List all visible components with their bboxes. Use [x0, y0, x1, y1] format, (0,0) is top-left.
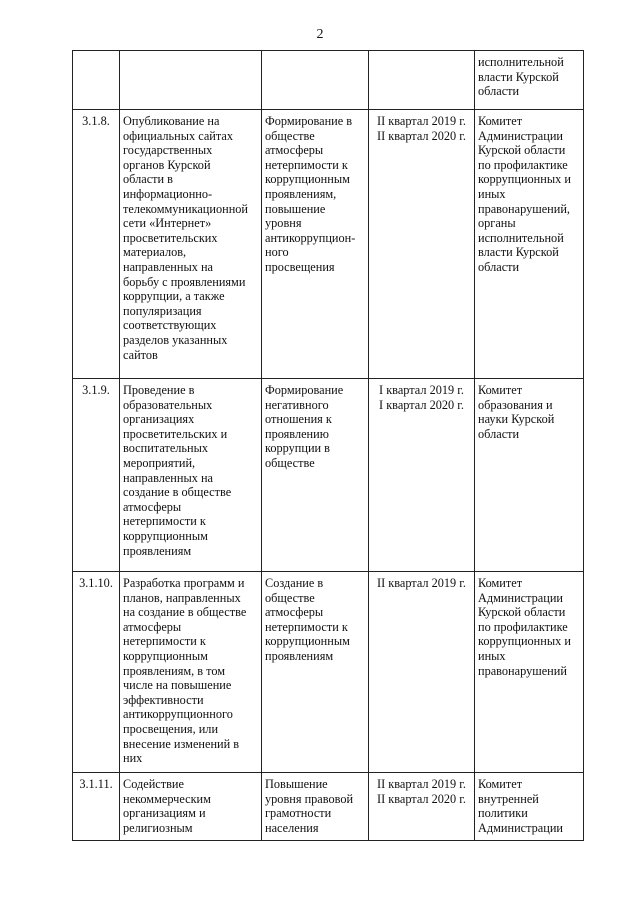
item-number-cell: 3.1.10.	[73, 572, 120, 773]
cell-line: Повышение	[265, 777, 328, 791]
cell-line: II квартал 2019 г.	[376, 114, 467, 128]
cell-line: проявлениям	[123, 543, 192, 558]
cell-line: II квартал 2020 г.	[376, 791, 467, 806]
cell-line: Формирование в	[265, 114, 353, 128]
cell-line: населения	[265, 820, 319, 835]
action-cell	[120, 379, 262, 572]
cell-line: образовательных	[123, 397, 213, 412]
cell-line: негативного	[265, 397, 329, 412]
cell-line: популяризация	[123, 303, 202, 318]
cell-line: Администрации	[478, 128, 563, 143]
cell-line: нетерпимости к	[123, 514, 206, 529]
cell-line: сайтов	[123, 347, 158, 362]
cell-line: них	[123, 751, 143, 766]
cell-line: мероприятий,	[123, 455, 196, 470]
cell-line: просветительских	[123, 230, 218, 245]
cell-line: Курской области	[478, 143, 566, 158]
cell-line: по профилактике	[478, 157, 568, 172]
cell-line: правонарушений,	[478, 201, 570, 216]
cell-line: атмосферы	[265, 143, 324, 158]
cell-line: коррупции в	[265, 441, 330, 456]
cell-line: проявлениям	[265, 648, 334, 663]
period-cell	[369, 572, 475, 773]
cell-line: материалов,	[123, 245, 187, 260]
item-number-cell: 3.1.9.	[73, 379, 120, 572]
action-cell	[120, 51, 262, 110]
cell-line: Администрации	[478, 590, 563, 605]
cell-line: II квартал 2019 г.	[376, 777, 467, 791]
cell-line: просвещения	[265, 259, 335, 274]
cell-line: Проведение в	[123, 383, 195, 397]
cell-line: религиозным	[123, 820, 193, 835]
cell-line: коррупционным	[265, 172, 350, 187]
cell-line: организациях	[123, 412, 195, 427]
cell-line: II квартал 2020 г.	[376, 128, 467, 143]
cell-line: коррупционных и	[478, 172, 571, 187]
cell-line: области	[478, 84, 520, 99]
cell-line: Опубликование на	[123, 114, 220, 128]
page-number: 2	[316, 27, 324, 42]
cell-line: органов Курской	[123, 157, 211, 172]
cell-line: коррупционным	[123, 648, 208, 663]
cell-line: области	[478, 426, 520, 441]
cell-line: органы	[478, 216, 516, 231]
cell-line: коррупционным	[123, 528, 208, 543]
cell-line: внесение изменений в	[123, 736, 240, 751]
cell-line: области	[478, 259, 520, 274]
cell-line: власти Курской	[478, 245, 559, 260]
period-cell	[369, 379, 475, 572]
cell-line: образования и	[478, 397, 553, 412]
cell-line: обществе	[265, 590, 315, 605]
cell-line: грамотности	[265, 806, 332, 821]
table-row	[73, 51, 584, 110]
cell-line: политики	[478, 806, 528, 821]
action-cell	[120, 110, 262, 379]
cell-line: антикоррупционного	[123, 707, 233, 722]
cell-line: Комитет	[478, 114, 523, 128]
cell-line: направленных на	[123, 259, 213, 274]
expected-result-cell	[262, 379, 369, 572]
cell-line: Разработка программ и	[123, 576, 245, 590]
cell-line: науки Курской	[478, 412, 555, 427]
cell-line: Содействие	[123, 777, 184, 791]
cell-line: внутренней	[478, 791, 539, 806]
cell-line: сети «Интернет»	[123, 216, 212, 231]
cell-line: эффективности	[123, 692, 204, 707]
responsible-cell	[475, 572, 584, 773]
expected-result-cell	[262, 51, 369, 110]
cell-line: коррупционных и	[478, 634, 571, 649]
cell-line: коррупционным	[265, 634, 350, 649]
period-cell	[369, 773, 475, 841]
table-row	[73, 773, 584, 841]
cell-line: антикоррупцион-	[265, 230, 356, 245]
cell-line: правонарушений	[478, 663, 567, 678]
cell-line: иных	[478, 186, 506, 201]
cell-line: атмосферы	[265, 605, 324, 620]
cell-line: государственных	[123, 143, 213, 158]
cell-line: Курской области	[478, 605, 566, 620]
cell-line: обществе	[265, 455, 315, 470]
cell-line: власти Курской	[478, 69, 559, 84]
cell-line: уровня правовой	[265, 791, 354, 806]
period-cell	[369, 51, 475, 110]
responsible-cell	[475, 110, 584, 379]
cell-line: разделов указанных	[123, 332, 228, 347]
expected-result-cell	[262, 572, 369, 773]
responsible-cell	[475, 379, 584, 572]
cell-line: исполнительной	[478, 55, 564, 69]
cell-line: ного	[265, 245, 289, 260]
responsible-cell	[475, 51, 584, 110]
cell-line: на создание в обществе	[123, 605, 247, 620]
cell-line: нетерпимости к	[265, 157, 348, 172]
cell-line: воспитательных	[123, 441, 209, 456]
cell-line: области в	[123, 172, 173, 187]
cell-line: проявлению	[265, 426, 329, 441]
item-number-cell	[73, 51, 120, 110]
cell-line: II квартал 2019 г.	[376, 576, 467, 590]
expected-result-cell	[262, 773, 369, 841]
cell-line: Комитет	[478, 777, 523, 791]
cell-line: исполнительной	[478, 230, 564, 245]
cell-line: некоммерческим	[123, 791, 211, 806]
cell-line: проявлениям, в том	[123, 663, 226, 678]
cell-line: атмосферы	[123, 499, 182, 514]
cell-line: числе на повышение	[123, 678, 232, 693]
cell-line: обществе	[265, 128, 315, 143]
cell-line: Комитет	[478, 383, 523, 397]
cell-line: планов, направленных	[123, 590, 241, 605]
cell-line: коррупции, а также	[123, 289, 225, 304]
cell-line: Комитет	[478, 576, 523, 590]
cell-line: соответствующих	[123, 318, 217, 333]
cell-line: Создание в	[265, 576, 324, 590]
cell-line: направленных на	[123, 470, 213, 485]
cell-line: I квартал 2019 г.	[379, 383, 464, 397]
cell-line: борьбу с проявлениями	[123, 274, 246, 289]
cell-line: Формирование	[265, 383, 344, 397]
table-body	[73, 51, 584, 841]
cell-line: просвещения, или	[123, 721, 219, 736]
table-row	[73, 110, 584, 379]
cell-line: повышение	[265, 201, 326, 216]
cell-line: информационно-	[123, 186, 213, 201]
cell-line: Администрации	[478, 820, 563, 835]
item-number-cell: 3.1.8.	[73, 110, 120, 379]
cell-line: официальных сайтах	[123, 128, 234, 143]
cell-line: проявлениям,	[265, 186, 337, 201]
cell-line: иных	[478, 648, 506, 663]
action-cell	[120, 572, 262, 773]
table-row	[73, 379, 584, 572]
cell-line: нетерпимости к	[265, 619, 348, 634]
cell-line: организациям и	[123, 806, 206, 821]
cell-line: атмосферы	[123, 619, 182, 634]
period-cell	[369, 110, 475, 379]
cell-line: создание в обществе	[123, 485, 232, 500]
measures-table	[72, 50, 584, 841]
responsible-cell	[475, 773, 584, 841]
cell-line: нетерпимости к	[123, 634, 206, 649]
cell-line: отношения к	[265, 412, 332, 427]
table-row	[73, 572, 584, 773]
item-number-cell: 3.1.11.	[73, 773, 120, 841]
cell-line: уровня	[265, 216, 302, 231]
cell-line: по профилактике	[478, 619, 568, 634]
expected-result-cell	[262, 110, 369, 379]
cell-line: I квартал 2020 г.	[379, 397, 464, 412]
cell-line: телекоммуникационной	[123, 201, 249, 216]
action-cell	[120, 773, 262, 841]
cell-line: просветительских и	[123, 426, 228, 441]
